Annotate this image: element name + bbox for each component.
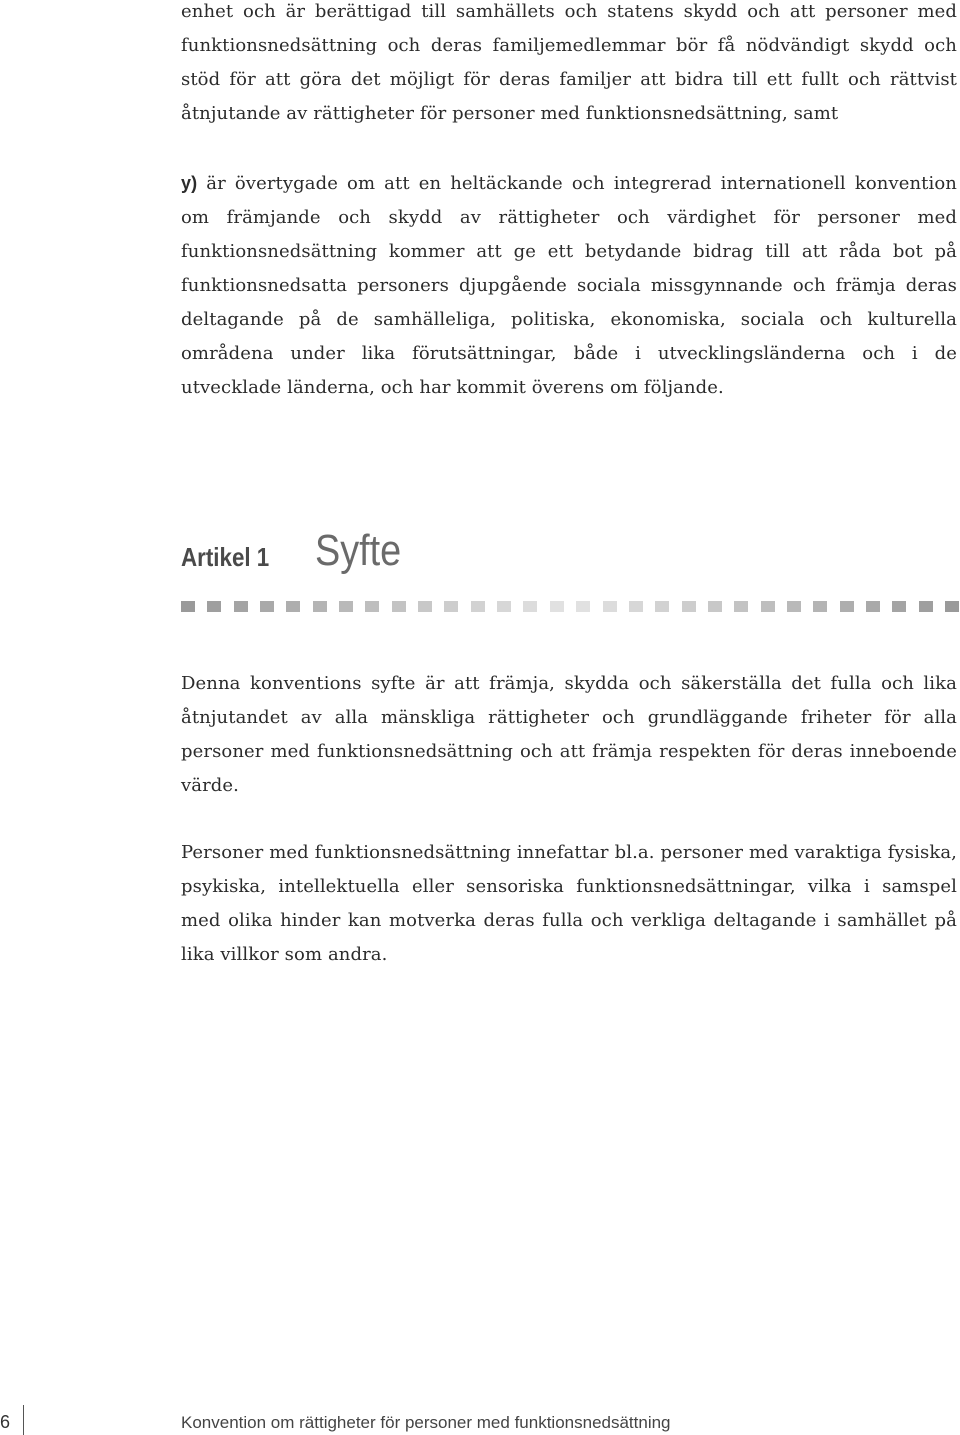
divider-square: [682, 601, 696, 612]
divider-square: [629, 601, 643, 612]
preamble-paragraph-continued: enhet och är berättigad till samhällets och statens skydd och att personer med funktionsnedsättning och deras familjemedlemmar bör få nödvändigt skydd och stöd för att göra det möjligt för deras familjer att bidra till ett fullt och rättvist åtnjutande av rättigheter för personer med funktionsnedsättning, samt: [181, 1, 957, 124]
divider-square: [234, 601, 248, 612]
divider-square: [365, 601, 379, 612]
divider-square: [866, 601, 880, 612]
divider-square: [497, 601, 511, 612]
divider-square: [603, 601, 617, 612]
divider-square: [471, 601, 485, 612]
divider-square: [181, 601, 195, 612]
divider-square: [392, 601, 406, 612]
article-title: Syfte: [315, 526, 402, 575]
divider-square: [655, 601, 669, 612]
divider-square: [813, 601, 827, 612]
divider-square: [339, 601, 353, 612]
divider-square: [523, 601, 537, 612]
divider-square: [260, 601, 274, 612]
divider-square: [840, 601, 854, 612]
article-paragraph-1: Denna konventions syfte är att främja, skydda och säkerställa det fulla och lika åtnjutandet av alla mänskliga rättigheter och grundläggande friheter för alla personer med funktionsnedsättning och att främja respekten för deras inneboende värde.: [181, 673, 957, 796]
divider-square: [313, 601, 327, 612]
divider-square: [708, 601, 722, 612]
divider-square: [207, 601, 221, 612]
footer-title: Konvention om rättigheter för personer med funktionsnedsättning: [181, 1413, 671, 1432]
divider-square: [418, 601, 432, 612]
preamble-paragraph-y: [181, 166, 957, 405]
divider-square: [787, 601, 801, 612]
preamble-paragraph-y-text: är övertygade om att en heltäckande och integrerad internationell konvention om främjande och skydd av rättigheter och värdighet för personer med funktionsnedsättning kommer att ge ett betydande bidrag till att råda bot på funktionsnedsatta personers djupgående sociala missgynnande och främja deras deltagande på de samhälleliga, politiska, ekonomiska, sociala och kulturella områdena under lika förutsättningar, både i utvecklingsländerna och i de utvecklade länderna, och har kommit överens om följande.: [181, 173, 957, 398]
article-paragraph-2: Personer med funktionsnedsättning innefattar bl.a. personer med varaktiga fysiska, psykiska, intellektuella eller sensoriska funktionsnedsättningar, vilka i samspel med olika hinder kan motverka deras fulla och verkliga deltagande i samhället på lika villkor som andra.: [181, 842, 957, 965]
divider-square: [444, 601, 458, 612]
divider-square: [576, 601, 590, 612]
divider-square: [892, 601, 906, 612]
article-number: Artikel 1: [181, 542, 270, 572]
divider-square: [734, 601, 748, 612]
footer-divider: [23, 1405, 24, 1435]
divider-square: [761, 601, 775, 612]
divider-square: [919, 601, 933, 612]
divider-square: [945, 601, 959, 612]
paragraph-marker: y): [181, 173, 198, 193]
divider-square: [286, 601, 300, 612]
page-number: 6: [0, 1412, 11, 1432]
divider-square: [550, 601, 564, 612]
section-divider: [181, 601, 959, 612]
